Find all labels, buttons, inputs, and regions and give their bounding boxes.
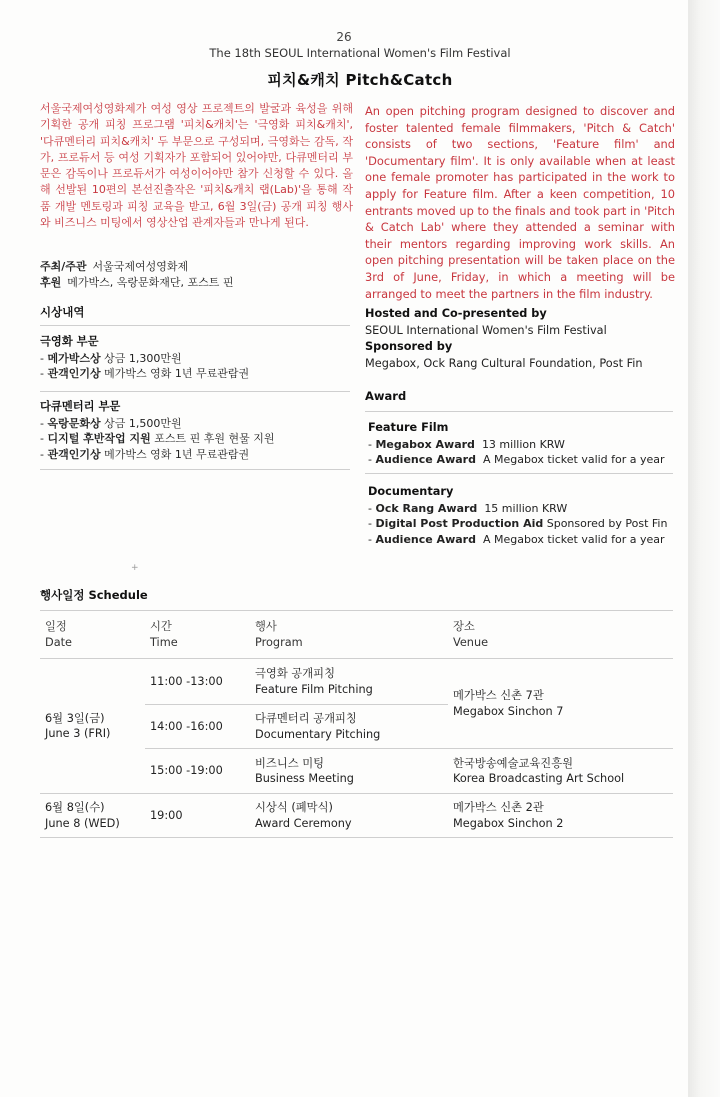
divider bbox=[40, 325, 350, 326]
time-cell: 14:00 -16:00 bbox=[145, 705, 250, 749]
time-cell: 19:00 bbox=[145, 794, 250, 838]
korean-sponsor-value: 메가박스, 옥랑문화재단, 포스트 핀 bbox=[67, 276, 234, 289]
award-category: Feature Film bbox=[368, 421, 449, 434]
venue-cell: 한국방송예술교육진흥원 Korea Broadcasting Art School bbox=[448, 749, 673, 794]
page-title: 피치&캐치 Pitch&Catch bbox=[267, 71, 453, 89]
award-row: - 관객인기상 메가박스 영화 1년 무료관람권 bbox=[40, 447, 250, 461]
award-name: 옥랑문화상 bbox=[47, 416, 101, 430]
date-cell: 6월 8일(수) June 8 (WED) bbox=[40, 794, 145, 838]
award-value: 15 million KRW bbox=[484, 501, 568, 515]
award-category: 극영화 부문 bbox=[40, 335, 99, 348]
korean-intro-paragraph: 서울국제여성영화제가 여성 영상 프로젝트의 발굴과 육성을 위해 기획한 공개 피칭 프로그램 '피치&캐치'는 '극영화 피치&캐치', '다큐멘터리 피치&캐치' 두 부문으로 구성되며, 극영화는 감독, 작가, 프로듀서 등 여성 기획자가 포함되어 있어야만, 다큐멘터리 부문은 감독이나 프로듀서가 여성이어야만 참가 신청할 수 있다. 올해 선발된 10편의 본선진출작은 '피치&캐치 랩(Lab)'을 통해 작품 개발 멘토링과 피칭 교육을 받고, 6월 3일(금) 공개 피칭 행사와 비즈니스 미팅에서 영상산업 관계자들과 만나게 된다. bbox=[40, 102, 353, 230]
korean-sponsor-row bbox=[40, 275, 234, 291]
award-value: 상금 1,500만원 bbox=[104, 416, 182, 430]
program-cell: 비즈니스 미팅 Business Meeting bbox=[250, 749, 448, 794]
award-row: - Digital Post Production Aid Sponsored by Post Fin bbox=[368, 517, 668, 530]
award-name: Audience Award bbox=[375, 453, 476, 466]
award-name: 메가박스상 bbox=[47, 351, 101, 365]
english-intro-paragraph: An open pitching program designed to discover and foster talented female filmmakers, 'Pitch & Catch' consists of two sections, 'Feature film' and 'Documentary film'. It is only available when at least one female promoter has participated in the work to apply for Feature film. After a keen competition, 10 entrants moved up to the finals and took part in 'Pitch & Catch Lab' where they attended a seminar with their mentors regarding improving work skills. An open pitching presentation will be taken place on the 3rd of June, Friday, in which a meeting will be arranged to meet the partners in the film industry. bbox=[365, 104, 675, 301]
print-speck: + bbox=[131, 563, 139, 573]
award-category: Documentary bbox=[368, 485, 454, 498]
divider bbox=[365, 411, 673, 412]
korean-host-value: 서울국제여성영화제 bbox=[92, 260, 189, 273]
award-name: Audience Award bbox=[375, 532, 476, 546]
award-value: A Megabox ticket valid for a year bbox=[482, 532, 665, 546]
award-name: Digital Post Production Aid bbox=[375, 517, 544, 530]
festival-name: The 18th SEOUL International Women's Film Festival bbox=[209, 46, 511, 60]
program-cell: 극영화 공개피칭 Feature Film Pitching bbox=[250, 659, 448, 705]
award-row: - 메가박스상 상금 1,300만원 bbox=[40, 351, 182, 365]
venue-cell: 메가박스 신촌 2관 Megabox Sinchon 2 bbox=[448, 794, 673, 838]
award-row: - 옥랑문화상 상금 1,500만원 bbox=[40, 416, 182, 430]
award-name: Megabox Award bbox=[375, 437, 475, 451]
schedule-table bbox=[40, 610, 673, 838]
english-sponsor-label: Sponsored by bbox=[365, 340, 453, 353]
korean-host-label: 주최/주관 bbox=[40, 260, 87, 273]
divider bbox=[40, 391, 350, 392]
award-value: 포스트 핀 후원 현물 지원 bbox=[154, 432, 275, 445]
award-row: - Megabox Award 13 million KRW bbox=[368, 437, 565, 451]
schedule-heading: 행사일정 Schedule bbox=[40, 588, 148, 602]
english-host-value: SEOUL International Women's Film Festival bbox=[365, 323, 607, 337]
date-cell: 6월 3일(금) June 3 (FRI) bbox=[40, 659, 145, 794]
korean-host-info bbox=[40, 259, 234, 291]
award-name: 디지털 후반작업 지원 bbox=[47, 432, 151, 445]
award-name: 관객인기상 bbox=[47, 447, 101, 461]
award-value: Sponsored by Post Fin bbox=[546, 517, 668, 530]
column-header-date: 일정 Date bbox=[40, 611, 145, 659]
divider bbox=[365, 473, 673, 474]
award-row: - 디지털 후반작업 지원 포스트 핀 후원 현물 지원 bbox=[40, 432, 275, 445]
award-value: 상금 1,300만원 bbox=[104, 351, 182, 365]
program-cell: 다큐멘터리 공개피칭 Documentary Pitching bbox=[250, 705, 448, 749]
english-sponsor-value: Megabox, Ock Rang Cultural Foundation, Post Fin bbox=[365, 356, 643, 370]
korean-sponsor-label: 후원 bbox=[40, 276, 62, 289]
award-row: - Audience Award A Megabox ticket valid for a year bbox=[368, 453, 665, 466]
program-cell: 시상식 (폐막식) Award Ceremony bbox=[250, 794, 448, 838]
korean-award-heading: 시상내역 bbox=[40, 305, 85, 319]
korean-host-row bbox=[40, 259, 234, 275]
award-row: - 관객인기상 메가박스 영화 1년 무료관람권 bbox=[40, 367, 250, 380]
award-category: 다큐멘터리 부문 bbox=[40, 400, 121, 413]
table-row bbox=[40, 659, 673, 705]
english-host-info bbox=[365, 306, 643, 372]
korean-feature-awards bbox=[40, 334, 249, 382]
time-cell: 11:00 -13:00 bbox=[145, 659, 250, 705]
english-documentary-awards bbox=[368, 484, 667, 547]
time-cell: 15:00 -19:00 bbox=[145, 749, 250, 794]
page-number: 26 bbox=[336, 30, 352, 44]
award-value: 메가박스 영화 1년 무료관람권 bbox=[104, 367, 250, 380]
page-edge-shadow bbox=[688, 0, 720, 1097]
column-header-time: 시간 Time bbox=[145, 611, 250, 659]
column-header-program: 행사 Program bbox=[250, 611, 448, 659]
venue-cell: 메가박스 신촌 7관 Megabox Sinchon 7 bbox=[448, 659, 673, 749]
divider bbox=[40, 469, 350, 470]
award-row: - Audience Award A Megabox ticket valid for a year bbox=[368, 532, 665, 546]
korean-documentary-awards bbox=[40, 399, 275, 462]
award-name: 관객인기상 bbox=[47, 367, 101, 380]
award-value: 메가박스 영화 1년 무료관람권 bbox=[104, 447, 250, 461]
english-feature-awards bbox=[368, 420, 665, 468]
table-row bbox=[40, 794, 673, 838]
english-host-label: Hosted and Co-presented by bbox=[365, 307, 547, 320]
english-award-heading: Award bbox=[365, 389, 407, 403]
schedule-header-row bbox=[40, 611, 673, 659]
award-value: 13 million KRW bbox=[481, 437, 565, 451]
award-name: Ock Rang Award bbox=[375, 501, 478, 515]
award-row: - Ock Rang Award 15 million KRW bbox=[368, 501, 568, 515]
column-header-venue: 장소 Venue bbox=[448, 611, 673, 659]
award-value: A Megabox ticket valid for a year bbox=[482, 453, 665, 466]
